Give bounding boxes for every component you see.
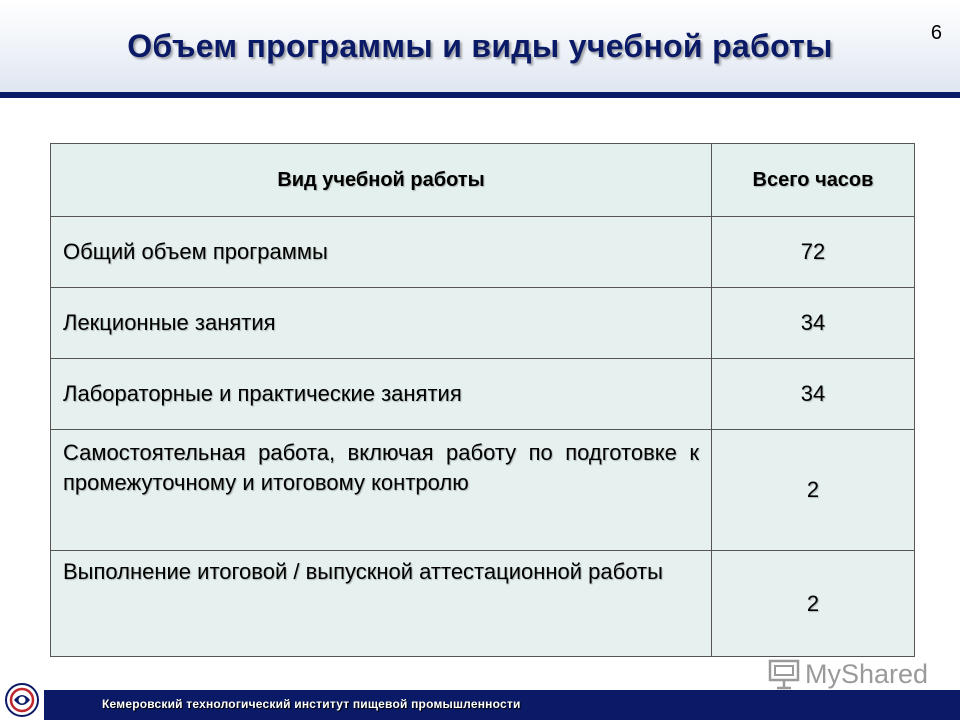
row-hours: 2 — [712, 430, 915, 551]
row-kind: Самостоятельная работа, включая работу по подготовке к промежуточному и итоговому контролю — [51, 430, 712, 551]
footer-institution: Кемеровский технологический институт пищевой промышленности — [102, 697, 521, 711]
row-kind: Выполнение итоговой / выпускной аттестационной работы — [51, 551, 712, 657]
slide-number: 6 — [930, 22, 942, 44]
table-row — [51, 217, 915, 288]
header-divider — [0, 92, 960, 98]
institute-emblem-icon — [4, 682, 40, 718]
watermark-text: MyShared — [805, 658, 929, 689]
study-hours-table — [50, 143, 915, 657]
row-hours: 72 — [712, 217, 915, 288]
row-hours: 34 — [712, 359, 915, 430]
row-kind: Лабораторные и практические занятия — [51, 359, 712, 430]
slide-footer — [44, 690, 960, 720]
row-hours: 2 — [712, 551, 915, 657]
column-header-hours: Всего часов — [712, 144, 915, 217]
slide-title: Объем программы и виды учебной работы — [127, 28, 833, 64]
presentation-board-icon — [767, 657, 801, 691]
column-header-kind: Вид учебной работы — [51, 144, 712, 217]
row-kind: Лекционные занятия — [51, 288, 712, 359]
table-header-row — [51, 144, 915, 217]
row-hours: 34 — [712, 288, 915, 359]
row-kind: Общий объем программы — [51, 217, 712, 288]
table-row — [51, 359, 915, 430]
table-row — [51, 551, 915, 657]
table-row — [51, 288, 915, 359]
table-row — [51, 430, 915, 551]
